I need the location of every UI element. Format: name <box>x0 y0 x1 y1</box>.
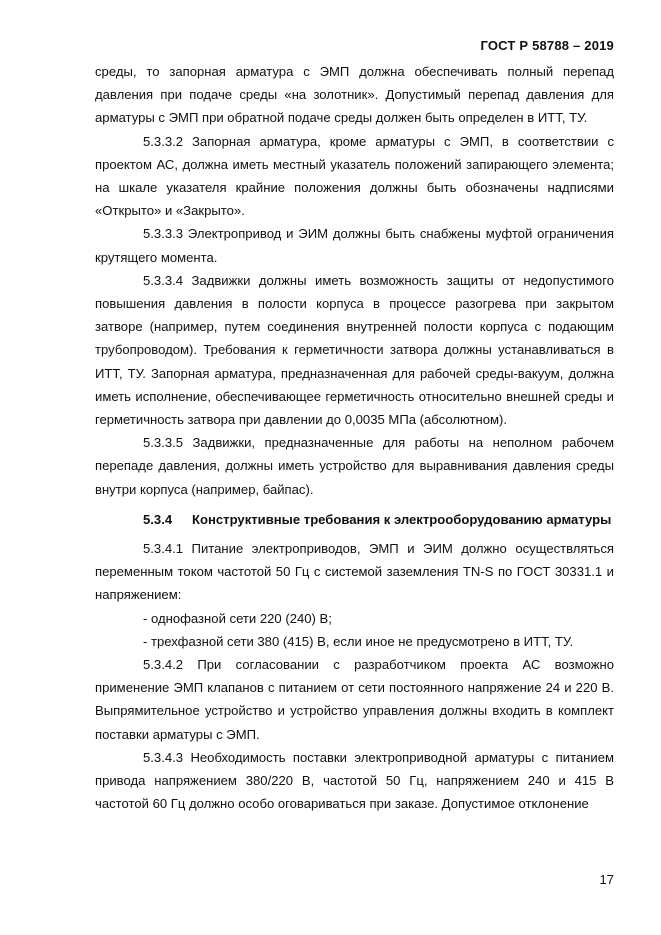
paragraph-5-3-3-2: 5.3.3.2 Запорная арматура, кроме арматуры с ЭМП, в соответствии с проектом АС, должна иметь местный указатель положений запирающего элемента; на шкале указателя крайние положения должны быть обозначены надписями «Открыто» и «Закрыто». <box>95 133 614 219</box>
paragraph-5-3-3-4: 5.3.3.4 Задвижки должны иметь возможность защиты от недопустимого повышения давления в полости корпуса в процессе разогрева при закрытом затворе (например, путем соединения внутренней полости корпуса с подающим трубопроводом). Требования к герметичности затвора должны устанавливаться в ИТТ, ТУ. Запорная арматура, предназначенная для рабочей среды-вакуум, должна иметь исполнение, обеспечивающее герметичность относительно внешней среды и герметичность затвора при давлении до 0,0035 МПа (абсолютном). <box>95 272 614 428</box>
paragraph-5-3-3-3: 5.3.3.3 Электропривод и ЭИМ должны быть снабжены муфтой ограничения крутящего момента. <box>95 226 614 265</box>
paragraph-5-3-3-5: 5.3.3.5 Задвижки, предназначенные для работы на неполном рабочем перепаде давления, должны иметь устройство для выравнивания давления среды внутри корпуса (например, байпас). <box>95 435 614 497</box>
section-heading <box>95 508 614 531</box>
list-item-three-phase: - трехфазной сети 380 (415) В, если иное не предусмотрено в ИТТ, ТУ. <box>143 633 574 649</box>
paragraph-continuation: среды, то запорная арматура с ЭМП должна обеспечивать полный перепад давления при подаче среды «на золотник». Допустимый перепад давления для арматуры с ЭМП при обратной подаче среды должен быть определен в ИТТ, ТУ. <box>95 64 614 126</box>
paragraph-5-3-4-3: 5.3.4.3 Необходимость поставки электроприводной арматуры с питанием привода напряжением 380/220 В, частотой 50 Гц, напряжением 240 и 415 В частотой 60 Гц должно особо оговариваться при заказе. Допустимое отклонение <box>95 749 614 812</box>
section-number: 5.3.4 <box>143 511 173 527</box>
document-body <box>95 60 614 816</box>
document-code-header: ГОСТ Р 58788 – 2019 <box>480 38 614 53</box>
paragraph-5-3-4-2: 5.3.4.2 При согласовании с разработчиком проекта АС возможно применение ЭМП клапанов с питанием от сети постоянного напряжение 24 и 220 В. Выпрямительное устройство и устройство управления должны входить в комплект поставки арматуры с ЭМП. <box>95 657 614 742</box>
list-item-single-phase: - однофазной сети 220 (240) В; <box>143 610 332 626</box>
section-title: Конструктивные требования к электрооборудованию арматуры <box>192 511 612 527</box>
page-number: 17 <box>599 872 614 887</box>
paragraph-5-3-4-1: 5.3.4.1 Питание электроприводов, ЭМП и ЭИМ должно осуществляться переменным током частотой 50 Гц с системой заземления TN-S по ГОСТ 30331.1 и напряжением: <box>95 541 614 603</box>
